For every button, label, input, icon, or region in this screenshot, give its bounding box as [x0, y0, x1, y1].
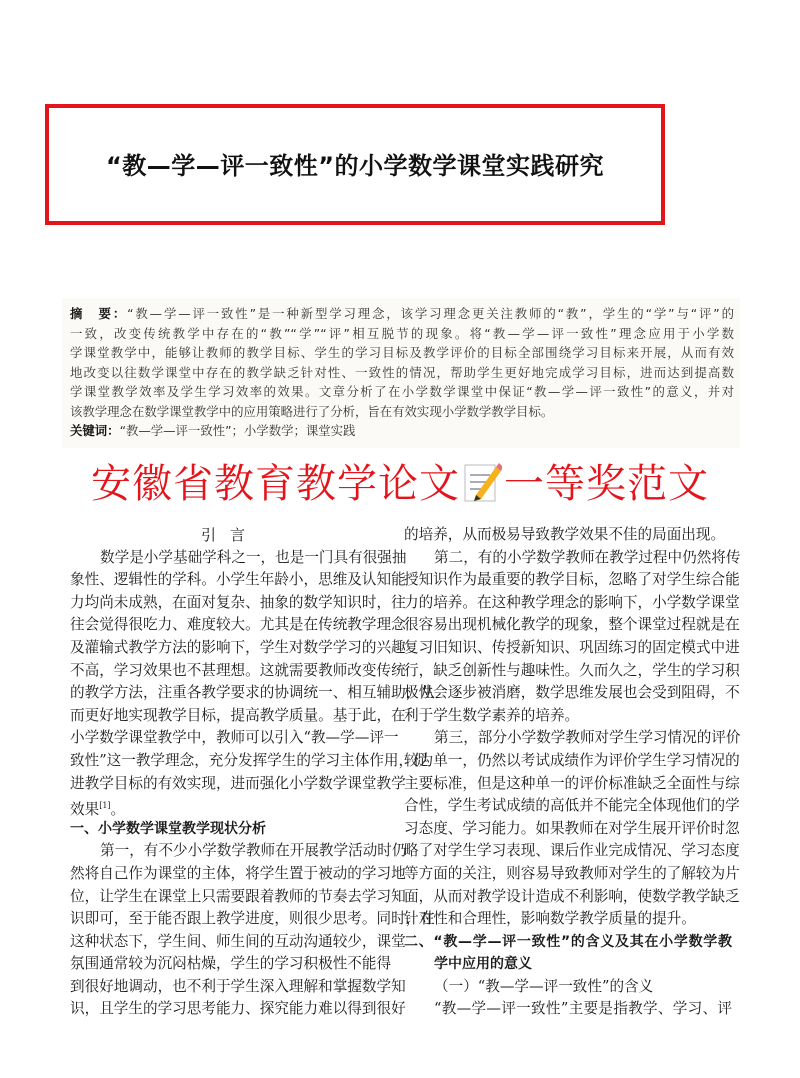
body-line: 然将自己作为课堂的主体，将学生置于被动的学习地	[70, 864, 406, 882]
body-line: “教—学—评一致性”主要是指教学、学习、评	[434, 1000, 732, 1018]
body-line: 位，让学生在课堂上只需要跟着教师的节奏去学习知	[70, 887, 406, 905]
body-line: 第二，有的小学数学教师在教学过程中仍然将传	[434, 548, 741, 566]
section-heading-cont: 学中应用的意义	[434, 956, 532, 973]
subsection-heading: （一）“教—学—评一致性”的含义	[434, 977, 654, 995]
citation: [1]	[99, 801, 111, 811]
body-line: 氛围通常较为沉闷枯燥，学生的学习积极性不能得	[70, 955, 392, 973]
body-line: 象性、逻辑性的学科。小学生年龄小，思维及认知能	[70, 571, 406, 589]
abstract-line: 该教学理念在数学课堂教学中的应用策略进行了分析，旨在有效实现小学数学教学目标。	[70, 403, 554, 419]
body-line	[70, 795, 390, 818]
body-text: 效果	[70, 800, 100, 818]
abstract-label: 摘 要：	[70, 306, 128, 321]
body-line: 往会觉得很吃力、难度较大。尤其是在传统教学理念	[70, 616, 406, 634]
abstract-text: “教—学—评一致性”是一种新型学习理念，该学习理念更关注教师的“教”，学生的“学”与“评”的	[127, 306, 734, 321]
abstract-line: 地改变以往数学课堂中存在的教学缺乏针对性、一致性的情况，帮助学生更好地完成学习目标，进而达到提高数	[70, 364, 734, 380]
abstract-block	[62, 298, 740, 448]
body-text: 。	[110, 800, 126, 818]
body-line: 授知识作为最重要的教学目标，忽略了对学生综合能	[404, 571, 740, 589]
body-line: 第一，有不少小学数学教师在开展教学活动时仍	[100, 842, 407, 860]
article-title: “教—学—评一致性”的小学数学课堂实践研究	[105, 152, 605, 180]
abstract-line: 学课堂教学效率及学生学习效率的效果。文章分析了在小学数学课堂中保证“教—学—评一致性”的意义，并对	[70, 384, 734, 399]
body-line: 极性会逐步被消磨，数学思维发展也会受到阻碍，不	[404, 684, 740, 702]
body-line: 复习旧知识、传授新知识、巩固练习的固定模式中进	[404, 638, 740, 656]
intro-heading: 引言	[200, 526, 259, 544]
body-line: 针对性和合理性，影响数学教学质量的提升。	[404, 910, 696, 928]
body-line: 习态度、学习能力。如果教师在对学生展开评价时忽	[404, 819, 740, 837]
body-line: 数学是小学基础学科之一，也是一门具有很强抽	[100, 548, 407, 566]
body-line: 面，从而对教学设计造成不利影响，使数学教学缺乏	[404, 887, 740, 905]
banner-text-right: 一等奖范文	[504, 461, 709, 507]
body-line: 及灌输式教学方法的影响下，学生对数学学习的兴趣	[70, 638, 406, 656]
body-line: 较为单一，仍然以考试成绩作为评价学生学习情况的	[404, 751, 740, 769]
body-line: 到很好地调动，也不利于学生深入理解和掌握数学知	[70, 977, 406, 995]
title-frame	[45, 104, 665, 225]
body-line: 的培养，从而极易导致教学效果不佳的局面出现。	[404, 526, 726, 543]
body-line: 这种状态下，学生间、师生间的互动沟通较少，课堂	[70, 932, 406, 950]
section-heading: 二、“教—学—评一致性”的含义及其在小学数学教	[404, 933, 732, 950]
body-line: 而更好地实现教学目标，提高教学质量。基于此，在	[70, 706, 406, 724]
award-banner	[0, 452, 800, 509]
abstract-line: 学课堂教学中，能够让教师的教学目标、学生的学习目标及教学评价的目标全部围绕学习目标来开展，从而有效	[70, 345, 734, 360]
body-line: 小学数学课堂教学中，教师可以引入“教—学—评一	[70, 729, 399, 747]
body-line: 的教学方法，注重各教学要求的协调统一、相互辅助，从	[70, 684, 435, 702]
abstract-line: 一致，改变传统教学中存在的“教”“学”“评”相互脱节的现象。将“教—学—评一致性”理念应用于小学数	[70, 325, 734, 341]
body-line: 主要标准，但是这种单一的评价标准缺乏全面性与综	[404, 774, 740, 792]
body-line: 略了对学生学习表现、课后作业完成情况、学习态度	[404, 842, 740, 860]
left-column	[70, 524, 435, 1021]
body-line: 不高，学习效果也不甚理想。这就需要教师改变传统	[70, 661, 406, 679]
body-line: 进教学目标的有效实现，进而强化小学数学课堂教学	[70, 774, 406, 792]
banner-text-left: 安徽省教育教学论文	[91, 461, 460, 507]
body-line: 力的培养。在这种教学理念的影响下，小学数学课堂	[404, 593, 740, 611]
right-column	[404, 524, 741, 1021]
abstract-line	[70, 304, 734, 322]
body-line: 第三，部分小学数学教师对学生学习情况的评价	[434, 729, 741, 747]
memo-pencil-icon	[462, 461, 502, 503]
body-line: 等方面的关注，则容易导致教师对学生的了解较为片	[404, 864, 740, 882]
keywords-label: 关键词：	[70, 423, 120, 438]
body-line: 行，缺乏创新性与趣味性。久而久之，学生的学习积	[404, 661, 740, 679]
body-line: 识即可，至于能否跟上教学进度，则很少思考。同时，在	[70, 910, 435, 928]
body-line: 合性，学生考试成绩的高低并不能完全体现他们的学	[404, 797, 740, 815]
keywords: “教—学—评一致性”；小学数学；课堂实践	[119, 423, 356, 438]
body-line: 利于学生数学素养的培养。	[404, 706, 580, 724]
keywords-line	[70, 421, 734, 439]
body-line: 识，且学生的学习思考能力、探究能力难以得到很好	[70, 1000, 406, 1018]
body-line: 力均尚未成熟，在面对复杂、抽象的数学知识时，往	[70, 593, 406, 611]
section-heading: 一、小学数学课堂教学现状分析	[70, 820, 266, 837]
body-line: 致性”这一教学理念，充分发挥学生的学习主体作用，促	[70, 751, 428, 769]
body-line: 很容易出现机械化教学的现象，整个课堂过程就是在	[404, 616, 740, 634]
